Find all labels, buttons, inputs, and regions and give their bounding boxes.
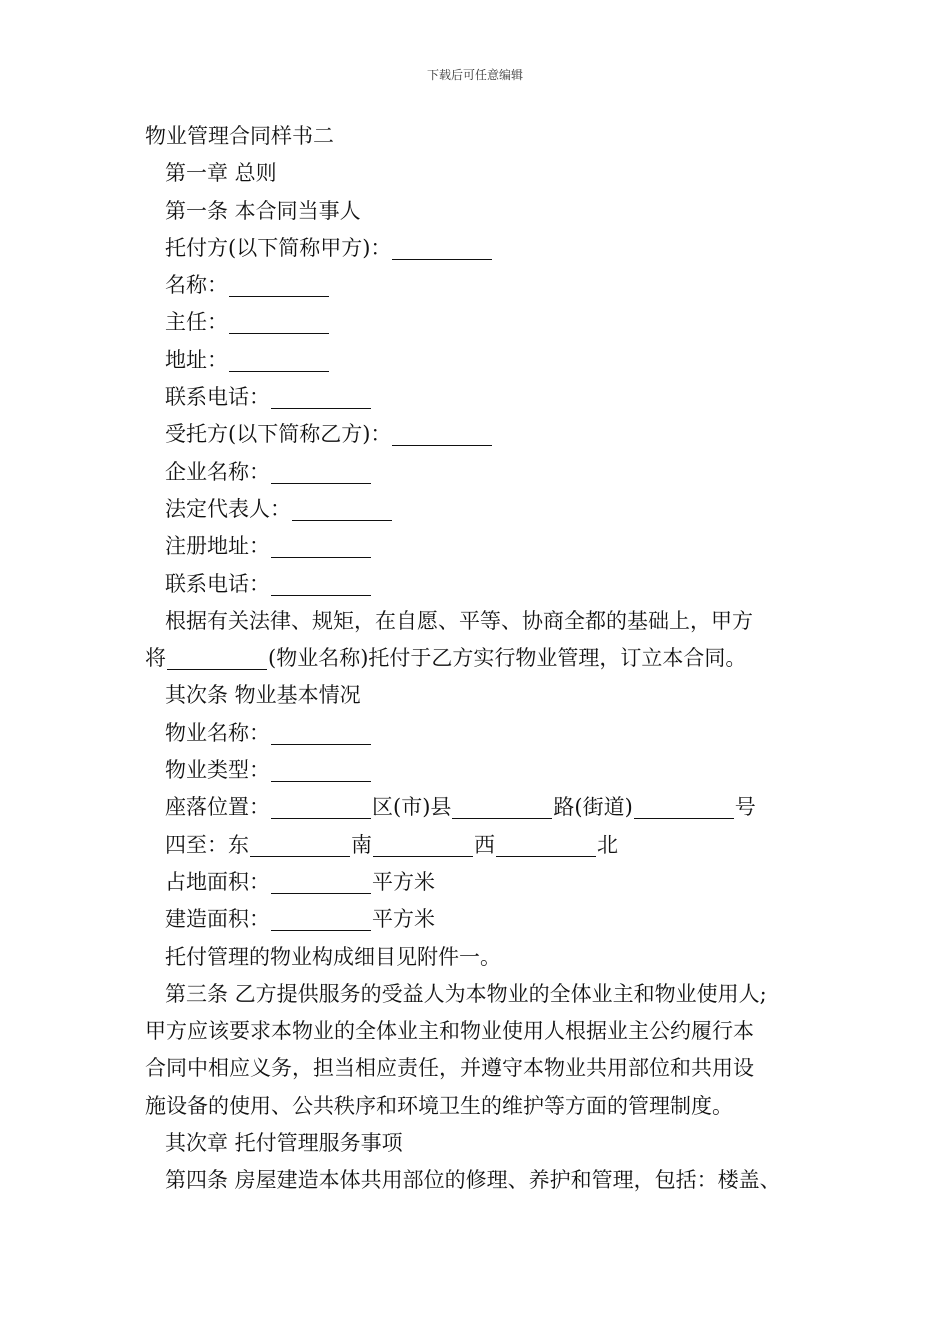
intro-line-2 (145, 640, 825, 677)
party-a-label: 托付方(以下简称甲方)： (165, 235, 392, 260)
property-type-blank (271, 759, 371, 782)
legal-rep-label: 法定代表人： (165, 496, 291, 521)
land-area-label: 占地面积： (165, 869, 270, 894)
party-b-row (145, 416, 825, 453)
building-area-row (145, 901, 825, 938)
building-area-blank (271, 908, 371, 931)
company-row (145, 454, 825, 491)
page-header-note: 下载后可任意编辑 (426, 68, 523, 82)
chapter-2-heading: 其次章 托付管理服务事项 (165, 1131, 403, 1156)
party-a-blank (392, 237, 492, 260)
boundaries-north-label: 北 (597, 832, 618, 857)
location-road-label: 路(街道) (553, 795, 633, 820)
phone-b-blank (271, 573, 371, 596)
legal-rep-blank (292, 498, 392, 521)
boundaries-west-label: 西 (474, 832, 495, 857)
article-1-heading: 第一条 本合同当事人 (165, 198, 361, 223)
party-a-row (145, 230, 825, 267)
document-title: 物业管理合同样书二 (145, 124, 334, 148)
property-name-label: 物业名称： (165, 720, 270, 745)
intro-prefix: 将 (145, 646, 166, 671)
phone-b-label: 联系电话： (165, 571, 270, 596)
property-type-row (145, 752, 825, 789)
boundaries-row (145, 827, 825, 864)
intro-suffix: (物业名称)托付于乙方实行物业管理，订立本合同。 (268, 646, 747, 671)
phone-a-row (145, 379, 825, 416)
phone-a-blank (271, 386, 371, 409)
boundaries-south-label: 南 (351, 832, 372, 857)
building-area-label: 建造面积： (165, 907, 270, 932)
location-row (145, 789, 825, 826)
party-b-blank (392, 423, 492, 446)
article-3-line-2: 甲方应该要求本物业的全体业主和物业使用人根据业主公约履行本 (145, 1019, 754, 1044)
property-name-blank (167, 647, 267, 670)
contract-document (145, 118, 825, 1200)
location-district-blank (271, 796, 371, 819)
property-name-field-blank (271, 722, 371, 745)
address-blank (229, 349, 329, 372)
name-row (145, 267, 825, 304)
land-area-blank (271, 871, 371, 894)
article-3-line-4: 施设备的使用、公共秩序和环境卫生的维护等方面的管理制度。 (145, 1093, 733, 1118)
company-blank (271, 461, 371, 484)
boundaries-east-label: 四至：东 (165, 832, 249, 857)
director-row (145, 304, 825, 341)
name-blank (229, 274, 329, 297)
boundary-south-blank (373, 834, 473, 857)
attachment-note: 托付管理的物业构成细目见附件一。 (165, 944, 501, 969)
phone-a-label: 联系电话： (165, 385, 270, 410)
property-type-label: 物业类型： (165, 758, 270, 783)
location-label: 座落位置： (165, 795, 270, 820)
land-area-unit: 平方米 (372, 869, 435, 894)
director-label: 主任： (165, 310, 228, 335)
reg-address-label: 注册地址： (165, 534, 270, 559)
building-area-unit: 平方米 (372, 907, 435, 932)
article-4-line-1: 第四条 房屋建造本体共用部位的修理、养护和管理，包括：楼盖、 (165, 1168, 781, 1193)
boundary-west-blank (496, 834, 596, 857)
intro-line-1: 根据有关法律、规矩，在自愿、平等、协商全都的基础上，甲方 (165, 608, 753, 633)
director-blank (229, 311, 329, 334)
reg-address-blank (271, 535, 371, 558)
party-b-label: 受托方(以下简称乙方)： (165, 422, 392, 447)
property-name-row (145, 715, 825, 752)
company-label: 企业名称： (165, 459, 270, 484)
name-label: 名称： (165, 273, 228, 298)
legal-rep-row (145, 491, 825, 528)
address-label: 地址： (165, 347, 228, 372)
phone-b-row (145, 566, 825, 603)
article-3-line-3: 合同中相应义务，担当相应责任，并遵守本物业共用部位和共用设 (145, 1056, 754, 1081)
location-road-blank (452, 796, 552, 819)
article-3-line-1: 第三条 乙方提供服务的受益人为本物业的全体业主和物业使用人; (165, 981, 767, 1006)
address-row (145, 342, 825, 379)
chapter-1-heading: 第一章 总则 (165, 161, 277, 186)
location-number-blank (634, 796, 734, 819)
location-number-label: 号 (734, 795, 756, 820)
land-area-row (145, 864, 825, 901)
article-2-heading: 其次条 物业基本情况 (165, 683, 361, 708)
reg-address-row (145, 528, 825, 565)
boundary-east-blank (250, 834, 350, 857)
location-district-label: 区(市)县 (372, 795, 452, 820)
